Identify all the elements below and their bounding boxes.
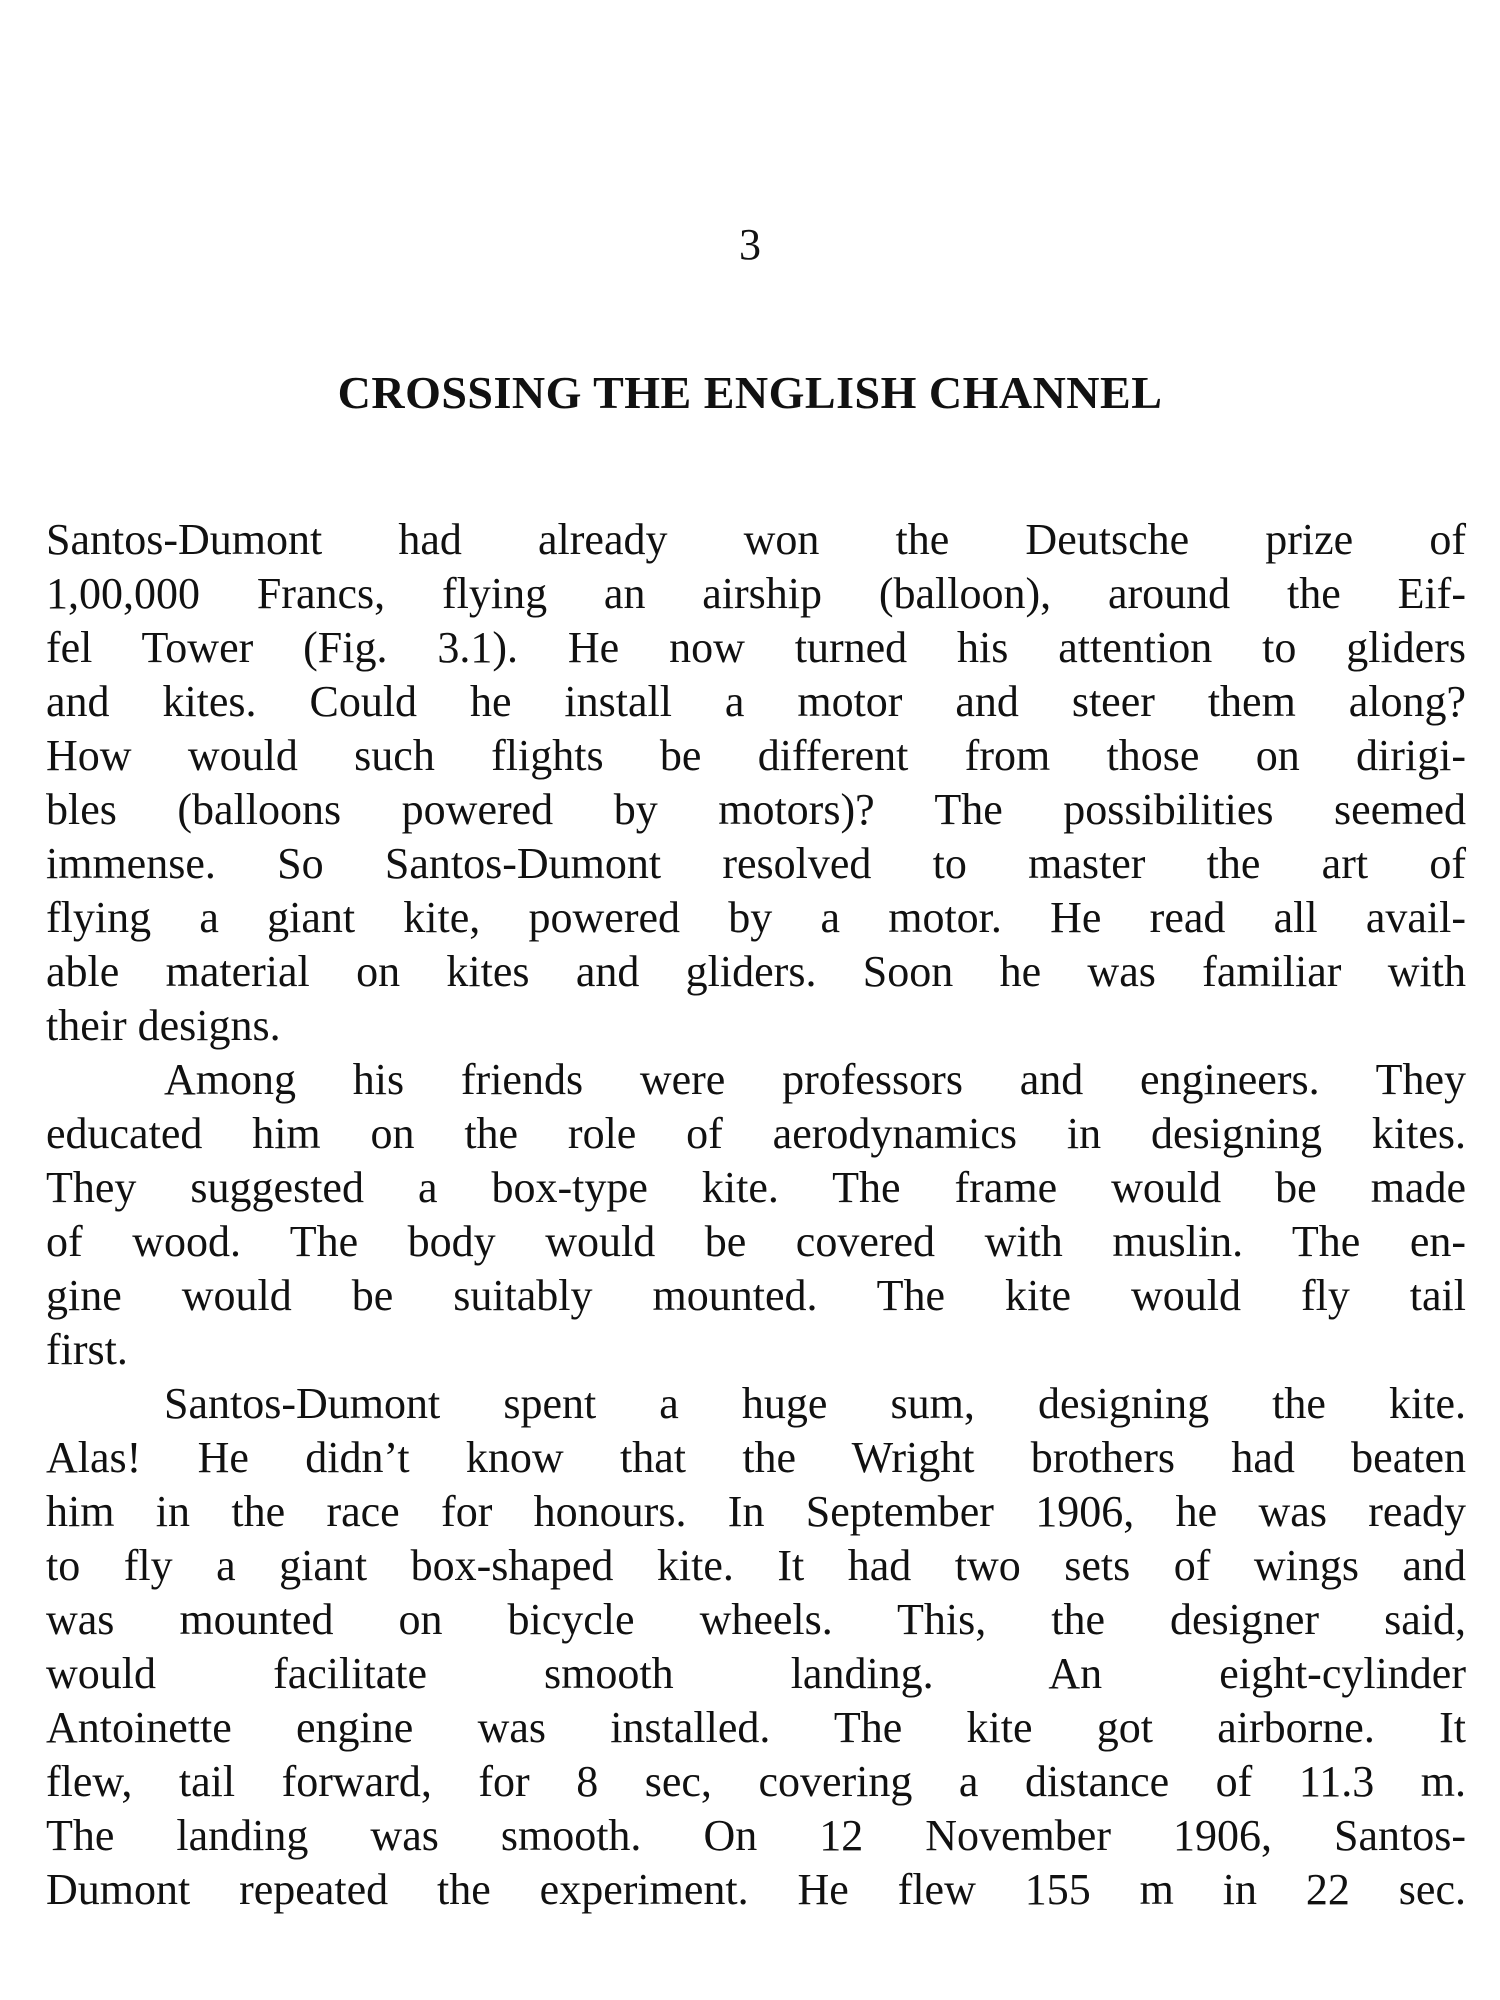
text-line: of wood. The body would be covered with muslin. The en- — [46, 1217, 1466, 1266]
text-line: him in the race for honours. In September 1906, he was ready — [46, 1487, 1466, 1536]
text-line: Santos-Dumont had already won the Deutsche prize of — [46, 515, 1466, 564]
text-line: The landing was smooth. On 12 November 1906, Santos- — [46, 1811, 1466, 1860]
text-line: gine would be suitably mounted. The kite would fly tail — [46, 1271, 1466, 1320]
body-text — [46, 513, 1466, 1917]
text-line: immense. So Santos-Dumont resolved to master the art of — [46, 839, 1466, 888]
text-line: first. — [46, 1325, 128, 1374]
text-line: was mounted on bicycle wheels. This, the designer said, — [46, 1595, 1466, 1644]
text-line: Santos-Dumont spent a huge sum, designing the kite. — [164, 1379, 1466, 1428]
text-line: their designs. — [46, 1001, 281, 1050]
text-line: Among his friends were professors and engineers. They — [164, 1055, 1466, 1104]
text-line: bles (balloons powered by motors)? The possibilities seemed — [46, 785, 1466, 834]
text-line: fel Tower (Fig. 3.1). He now turned his attention to gliders — [46, 623, 1466, 672]
text-line: Dumont repeated the experiment. He flew 155 m in 22 sec. — [46, 1865, 1466, 1914]
chapter-number: 3 — [739, 220, 761, 269]
text-line: flew, tail forward, for 8 sec, covering a distance of 11.3 m. — [46, 1757, 1466, 1806]
text-line: How would such flights be different from those on dirigi- — [46, 731, 1466, 780]
text-line: to fly a giant box-shaped kite. It had two sets of wings and — [46, 1541, 1466, 1590]
text-line: and kites. Could he install a motor and steer them along? — [46, 677, 1466, 726]
text-line: Alas! He didn’t know that the Wright brothers had beaten — [46, 1433, 1466, 1482]
chapter-title: CROSSING THE ENGLISH CHANNEL — [337, 367, 1163, 418]
text-line: 1,00,000 Francs, flying an airship (balloon), around the Eif- — [46, 569, 1466, 618]
text-line: able material on kites and gliders. Soon he was familiar with — [46, 947, 1466, 996]
text-line: They suggested a box-type kite. The frame would be made — [46, 1163, 1466, 1212]
text-line: educated him on the role of aerodynamics in designing kites. — [46, 1109, 1466, 1158]
text-line: flying a giant kite, powered by a motor. He read all avail- — [46, 893, 1466, 942]
text-line: would facilitate smooth landing. An eight-cylinder — [46, 1649, 1466, 1698]
text-line: Antoinette engine was installed. The kite got airborne. It — [46, 1703, 1466, 1752]
